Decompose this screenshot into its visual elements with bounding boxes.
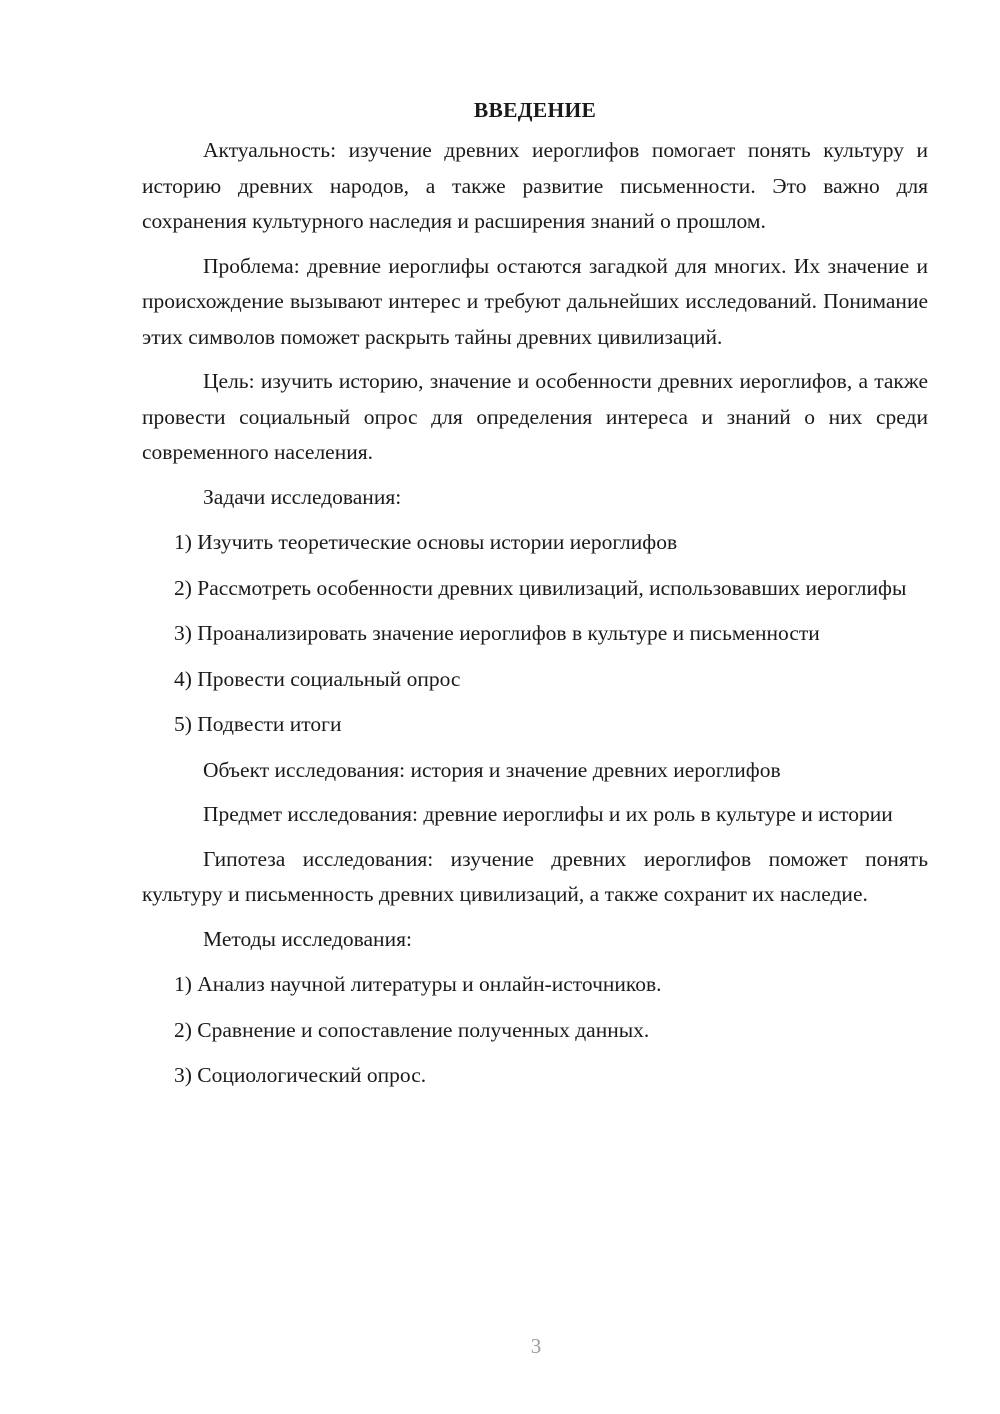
- tasks-heading: Задачи исследования:: [203, 484, 402, 509]
- method-item-2: 2) Сравнение и сопоставление полученных данных.: [174, 1017, 650, 1042]
- task-item-2: 2) Рассмотреть особенности древних цивилизаций, использовавших иероглифы: [174, 575, 907, 600]
- task-item-3: 3) Проанализировать значение иероглифов в культуре и письменности: [174, 621, 820, 645]
- method-item-3: 3) Социологический опрос.: [174, 1063, 427, 1087]
- relevance-paragraph: Актуальность: изучение древних иероглифов помогает понять культуру и историю древних народов, а также развитие письменности. Это важно для сохранения культурного наследия и расширения знаний о прошлом.: [142, 138, 928, 233]
- object-paragraph: Объект исследования: история и значение древних иероглифов: [203, 757, 781, 782]
- task-item-1: 1) Изучить теоретические основы истории иероглифов: [174, 530, 678, 554]
- subject-paragraph: Предмет исследования: древние иероглифы и их роль в культуре и истории: [203, 802, 893, 826]
- methods-heading: Методы исследования:: [203, 926, 412, 951]
- task-item-4: 4) Провести социальный опрос: [174, 666, 461, 691]
- page-number: 3: [530, 1334, 542, 1358]
- goal-paragraph: Цель: изучить историю, значение и особенности древних иероглифов, а также провести социальный опрос для определения интереса и знаний о них среди современного населения.: [142, 369, 928, 464]
- method-item-1: 1) Анализ научной литературы и онлайн-источников.: [174, 972, 662, 996]
- hypothesis-paragraph: Гипотеза исследования: изучение древних иероглифов поможет понять культуру и письменность древних цивилизаций, а также сохранит их наследие.: [142, 846, 928, 906]
- section-title: ВВЕДЕНИЕ: [473, 98, 597, 122]
- problem-paragraph: Проблема: древние иероглифы остаются загадкой для многих. Их значение и происхождение вызывают интерес и требуют дальнейших исследований. Понимание этих символов поможет раскрыть тайны древних цивилизаций.: [142, 253, 928, 349]
- document-page: [142, 95, 928, 1104]
- task-item-5: 5) Подвести итоги: [174, 712, 342, 736]
